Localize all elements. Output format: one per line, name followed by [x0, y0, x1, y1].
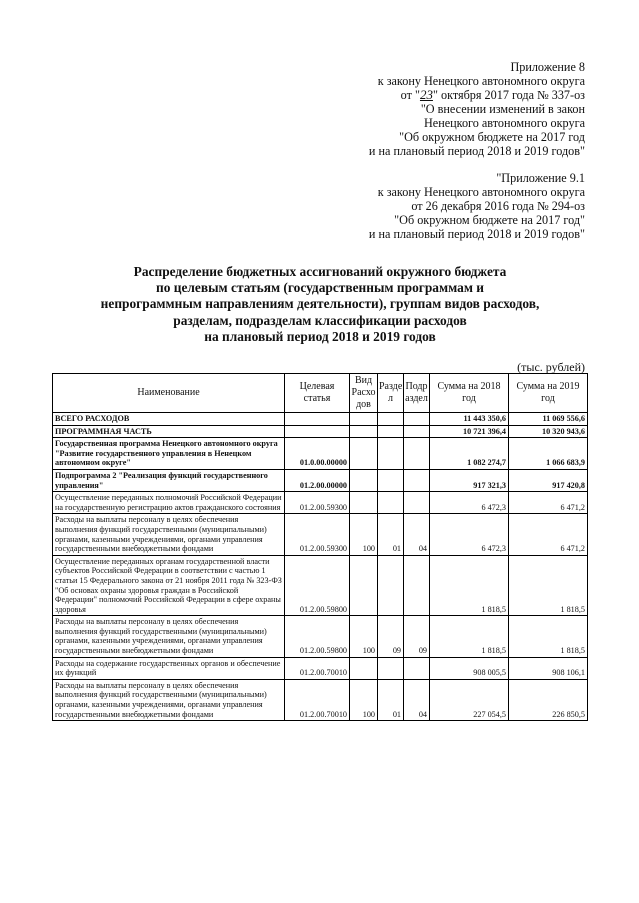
row-sum-2019: 1 066 683,9 — [509, 438, 588, 470]
appendix-8-line4: "О внесении изменений в закон — [420, 102, 585, 116]
title-line: непрограммным направлениям деятельности), группам видов расходов, — [100, 296, 540, 312]
title-line: по целевым статьям (государственным программам и — [155, 280, 485, 296]
row-sum-2019: 917 420,8 — [509, 469, 588, 491]
appendix-8-date: от "23" октября 2017 года № 337-оз — [400, 87, 585, 102]
title-line: разделам, подразделам классификации расходов — [173, 312, 467, 328]
row-target: 01.2.00.70010 — [285, 657, 350, 679]
appendix-9-1-law-ref: к закону Ненецкого автономного округа — [377, 185, 585, 199]
table-row — [53, 657, 588, 679]
appendix-9-1-line5: и на плановый период 2018 и 2019 годов" — [368, 227, 585, 241]
units-label: (тыс. рублей) — [517, 360, 585, 374]
row-section: 01 — [378, 679, 404, 720]
row-target: 01.2.00.59300 — [285, 514, 350, 555]
row-section — [378, 492, 404, 514]
row-name: Расходы на выплаты персоналу в целях обеспечения выполнения функций государственными (муниципальными) органами, казенными учреждениями, органами управления государственными внебюджетными фондами — [53, 616, 285, 657]
header-sum-2019: Сумма на 2019 год — [509, 374, 588, 413]
row-type: 100 — [350, 679, 378, 720]
table-row — [53, 555, 588, 616]
table-row — [53, 469, 588, 491]
header-section: Разде л — [378, 374, 404, 413]
row-sum-2018: 10 721 396,4 — [430, 425, 509, 438]
table-row — [53, 616, 588, 657]
row-name: ВСЕГО РАСХОДОВ — [53, 413, 285, 426]
row-section: 09 — [378, 616, 404, 657]
row-subsection — [404, 555, 430, 616]
row-target: 01.0.00.00000 — [285, 438, 350, 470]
row-section — [378, 438, 404, 470]
row-name: Расходы на выплаты персоналу в целях обеспечения выполнения функций государственными (муниципальными) органами, казенными учреждениями, органами управления государственными внебюджетными фондами — [53, 514, 285, 555]
row-name: Государственная программа Ненецкого автономного округа "Развитие государственного управления в Ненецком автономном округе" — [53, 438, 285, 470]
handwritten-day: 23 — [419, 87, 433, 102]
row-sum-2018: 6 472,3 — [430, 514, 509, 555]
row-sum-2019: 1 818,5 — [509, 616, 588, 657]
row-target: 01.2.00.59800 — [285, 555, 350, 616]
row-type — [350, 555, 378, 616]
row-subsection — [404, 469, 430, 491]
row-subsection: 04 — [404, 514, 430, 555]
row-target: 01.2.00.70010 — [285, 679, 350, 720]
row-type — [350, 413, 378, 426]
row-subsection — [404, 657, 430, 679]
row-section — [378, 657, 404, 679]
row-sum-2018: 908 005,5 — [430, 657, 509, 679]
row-target: 01.2.00.59300 — [285, 492, 350, 514]
row-name: ПРОГРАММНАЯ ЧАСТЬ — [53, 425, 285, 438]
row-section — [378, 413, 404, 426]
budget-table — [52, 373, 588, 721]
appendix-8-block — [369, 60, 585, 158]
row-sum-2019: 6 471,2 — [509, 514, 588, 555]
row-subsection — [404, 413, 430, 426]
header-type: Вид Расхо дов — [350, 374, 378, 413]
header-name: Наименование — [53, 374, 285, 413]
appendix-8-heading: Приложение 8 — [510, 60, 585, 74]
appendix-9-1-block — [369, 171, 585, 241]
header-sum-2018: Сумма на 2018 год — [430, 374, 509, 413]
table-row — [53, 438, 588, 470]
row-target — [285, 413, 350, 426]
title-line: Распределение бюджетных ассигнований окружного бюджета — [133, 264, 507, 279]
table-row — [53, 413, 588, 426]
document-title — [60, 264, 580, 345]
row-subsection — [404, 425, 430, 438]
appendix-8-line6: "Об окружном бюджете на 2017 год — [399, 130, 585, 144]
row-subsection — [404, 492, 430, 514]
table-header-row — [53, 374, 588, 413]
header-target: Целевая статья — [285, 374, 350, 413]
row-target — [285, 425, 350, 438]
row-type — [350, 469, 378, 491]
row-sum-2018: 1 818,5 — [430, 555, 509, 616]
row-sum-2019: 11 069 556,6 — [509, 413, 588, 426]
table-row — [53, 492, 588, 514]
row-target: 01.2.00.00000 — [285, 469, 350, 491]
row-type: 100 — [350, 514, 378, 555]
row-subsection: 04 — [404, 679, 430, 720]
row-sum-2019: 1 818,5 — [509, 555, 588, 616]
appendix-8-line5: Ненецкого автономного округа — [423, 116, 585, 130]
row-sum-2019: 6 471,2 — [509, 492, 588, 514]
row-section — [378, 469, 404, 491]
row-sum-2018: 1 082 274,7 — [430, 438, 509, 470]
row-name: Осуществление переданных полномочий Российской Федерации на государственную регистрацию актов гражданского состояния — [53, 492, 285, 514]
row-name: Расходы на содержание государственных органов и обеспечение их функций — [53, 657, 285, 679]
row-sum-2018: 1 818,5 — [430, 616, 509, 657]
row-section — [378, 555, 404, 616]
row-sum-2018: 6 472,3 — [430, 492, 509, 514]
row-section: 01 — [378, 514, 404, 555]
row-type — [350, 492, 378, 514]
table-row — [53, 514, 588, 555]
row-subsection: 09 — [404, 616, 430, 657]
appendix-8-line7: и на плановый период 2018 и 2019 годов" — [368, 144, 585, 158]
header-subsection: Подр аздел — [404, 374, 430, 413]
table-row — [53, 425, 588, 438]
row-name: Расходы на выплаты персоналу в целях обеспечения выполнения функций государственными (муниципальными) органами, казенными учреждениями, органами управления государственными внебюджетными фондами — [53, 679, 285, 720]
row-type: 100 — [350, 616, 378, 657]
appendix-9-1-heading: "Приложение 9.1 — [496, 171, 585, 185]
row-sum-2019: 226 850,5 — [509, 679, 588, 720]
row-sum-2018: 917 321,3 — [430, 469, 509, 491]
appendix-8-law-ref: к закону Ненецкого автономного округа — [377, 74, 585, 88]
row-type — [350, 425, 378, 438]
row-type — [350, 438, 378, 470]
table-row — [53, 679, 588, 720]
appendix-9-1-line4: "Об окружном бюджете на 2017 год" — [394, 213, 585, 227]
title-line: на плановый период 2018 и 2019 годов — [204, 328, 436, 344]
appendix-9-1-date: от 26 декабря 2016 года № 294-оз — [411, 199, 585, 213]
row-target: 01.2.00.59800 — [285, 616, 350, 657]
row-name: Подпрограмма 2 "Реализация функций государственного управления" — [53, 469, 285, 491]
row-sum-2019: 10 320 943,6 — [509, 425, 588, 438]
row-sum-2019: 908 106,1 — [509, 657, 588, 679]
row-type — [350, 657, 378, 679]
row-sum-2018: 11 443 350,6 — [430, 413, 509, 426]
row-section — [378, 425, 404, 438]
row-name: Осуществление переданных органам государственной власти субъектов Российской Федерации в соответствии с частью 1 статьи 15 Федерального закона от 21 ноября 2011 года № 323-ФЗ "Об основах охраны здоровья граждан в Российской Федерации" полномочий Российской Федерации в сфере охраны здоровья — [53, 555, 285, 616]
row-sum-2018: 227 054,5 — [430, 679, 509, 720]
row-subsection — [404, 438, 430, 470]
